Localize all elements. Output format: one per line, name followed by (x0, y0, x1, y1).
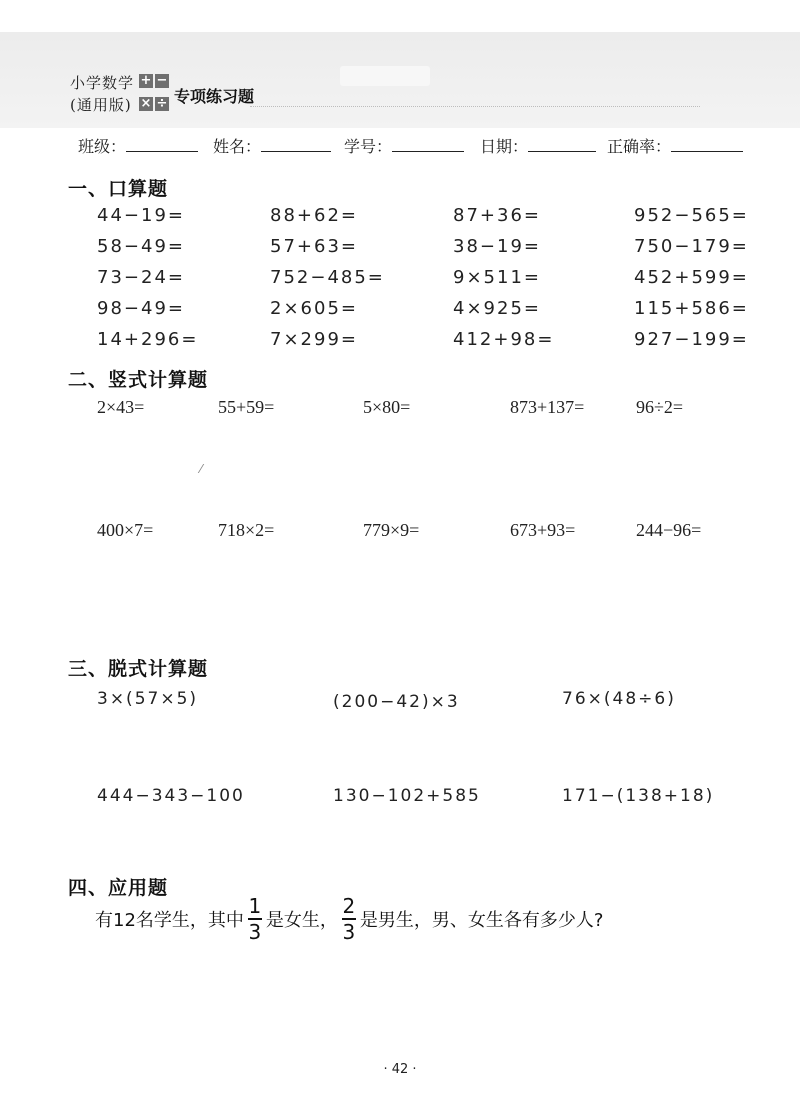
stepwise-problem: (200−42)×3 (333, 692, 460, 712)
section-title-word-problem: 四、应用题 (68, 877, 169, 899)
accuracy-field[interactable] (607, 134, 743, 157)
vertical-problem: 5×80= (363, 397, 411, 417)
oral-problem: 9×511= (453, 267, 541, 288)
oral-problem: 750−179= (634, 236, 749, 257)
vertical-problem: 400×7= (97, 520, 154, 540)
oral-problem: 752−485= (270, 267, 385, 288)
fraction-numerator: 1 (248, 894, 262, 918)
word-problem-text: 是女生， (265, 910, 338, 931)
student-number-blank[interactable] (392, 137, 464, 152)
divide-icon: ÷ (156, 96, 168, 111)
oral-problem: 38−19= (453, 236, 541, 257)
vertical-problem: 96÷2= (636, 397, 684, 417)
oral-problem: 2×605= (270, 298, 358, 319)
oral-problem: 57+63= (270, 236, 358, 257)
fraction-one-third (248, 896, 262, 942)
oral-problem: 115+586= (634, 298, 749, 319)
vertical-problem: 718×2= (218, 520, 275, 540)
accuracy-blank[interactable] (671, 137, 743, 152)
oral-problem: 452+599= (634, 267, 749, 288)
minus-icon: − (156, 73, 168, 88)
oral-problem: 7×299= (270, 329, 358, 350)
class-blank[interactable] (126, 137, 198, 152)
name-field[interactable] (213, 134, 331, 157)
vertical-problem: 873+137= (510, 397, 585, 417)
oral-problem: 4×925= (453, 298, 541, 319)
oral-problem: 58−49= (97, 236, 185, 257)
fraction-denominator: 3 (342, 920, 356, 944)
plus-icon: + (140, 73, 152, 88)
header-watermark (340, 66, 430, 86)
multiply-icon: × (140, 96, 152, 111)
word-problem (95, 896, 603, 942)
section-title-stepwise: 三、脱式计算题 (68, 658, 209, 680)
name-blank[interactable] (261, 137, 331, 152)
vertical-problem: 244−96= (636, 520, 702, 540)
header-divider (250, 106, 700, 107)
section-title-vertical: 二、竖式计算题 (68, 369, 209, 391)
stepwise-problem: 171−(138+18) (562, 786, 715, 806)
oral-problem: 927−199= (634, 329, 749, 350)
vertical-problem: 673+93= (510, 520, 576, 540)
stepwise-problem: 3×(57×5) (97, 689, 199, 709)
student-number-field[interactable] (344, 134, 464, 157)
oral-problem: 87+36= (453, 205, 541, 226)
stepwise-problem: 76×(48÷6) (562, 689, 676, 709)
date-blank[interactable] (528, 137, 596, 152)
stepwise-problem: 130−102+585 (333, 786, 481, 806)
fraction-denominator: 3 (248, 920, 262, 944)
series-title: 专项练习题 (174, 87, 255, 106)
oral-problem: 98−49= (97, 298, 185, 319)
page-number: · 42 · (383, 1062, 417, 1077)
oral-problem: 44−19= (97, 205, 185, 226)
date-label: 日期： (480, 137, 529, 156)
oral-problem: 73−24= (97, 267, 185, 288)
vertical-problem: 2×43= (97, 397, 145, 417)
word-problem-text: 有12名学生，其中 (95, 910, 244, 931)
oral-problem: 88+62= (270, 205, 358, 226)
scan-mark: ⁄ (200, 462, 203, 476)
date-field[interactable] (480, 134, 596, 157)
fraction-two-thirds (342, 896, 356, 942)
brand-edition: (通用版) (70, 96, 132, 114)
oral-problem: 412+98= (453, 329, 555, 350)
vertical-problem: 779×9= (363, 520, 420, 540)
vertical-problem: 55+59= (218, 397, 275, 417)
fraction-numerator: 2 (342, 894, 356, 918)
class-label: 班级： (78, 137, 127, 156)
oral-problem: 14+296= (97, 329, 199, 350)
student-number-label: 学号： (344, 137, 393, 156)
brand-title: 小学数学 (70, 74, 135, 92)
section-title-oral: 一、口算题 (68, 178, 169, 200)
accuracy-label: 正确率： (607, 137, 672, 156)
oral-problem: 952−565= (634, 205, 749, 226)
word-problem-text: 是男生，男、女生各有多少人? (359, 910, 604, 931)
class-field[interactable] (78, 134, 198, 157)
stepwise-problem: 444−343−100 (97, 786, 245, 806)
name-label: 姓名： (213, 137, 262, 156)
